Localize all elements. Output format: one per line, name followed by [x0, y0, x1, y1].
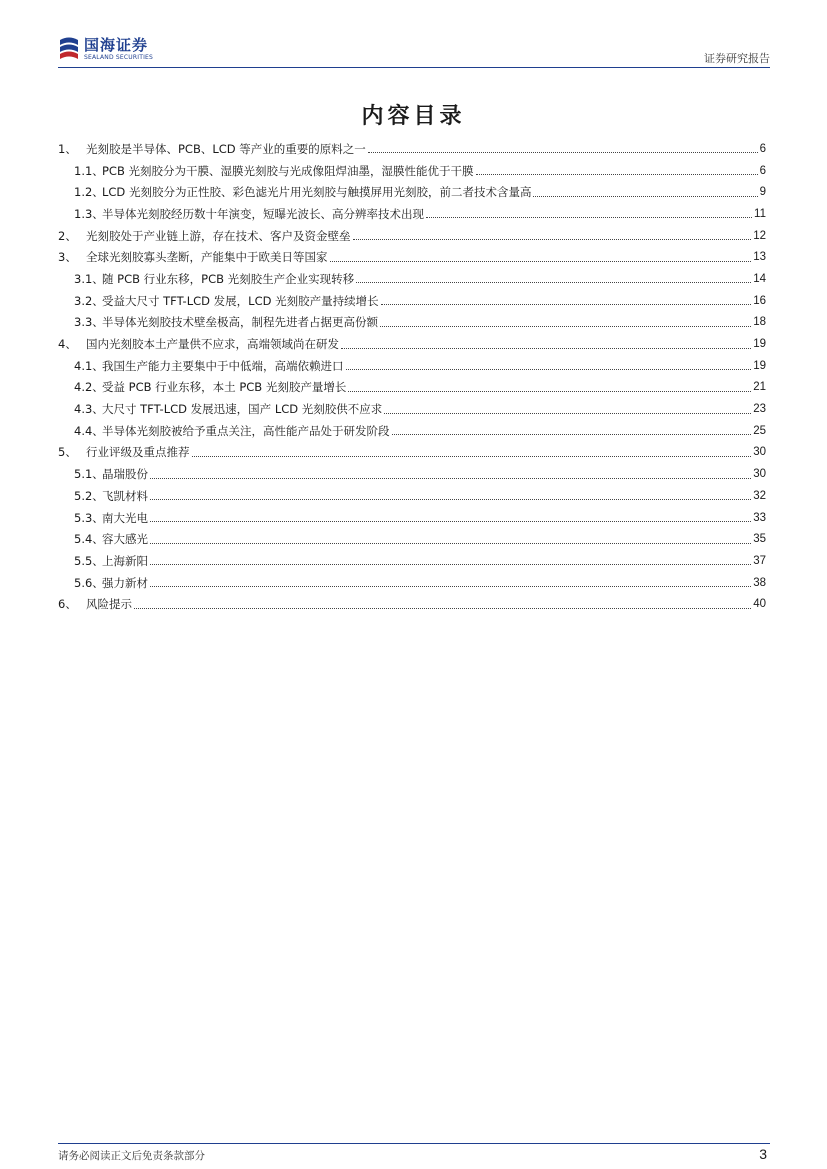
toc-entry[interactable]: [58, 572, 766, 594]
toc-entry[interactable]: [58, 485, 766, 507]
toc-entry-page: 9: [759, 186, 766, 199]
toc-entry[interactable]: [58, 181, 766, 203]
toc-entry-label: 国内光刻胶本土产量供不应求，高端领域尚在研发: [86, 337, 339, 352]
toc-entry-number: 5.1、: [74, 467, 104, 482]
toc-dot-leader: [533, 196, 757, 197]
toc-entry-page: 6: [759, 142, 766, 155]
toc-entry-number: 2、: [58, 228, 77, 243]
toc-entry-page: 12: [753, 229, 766, 242]
logo-english-name: SEALAND SECURITIES: [84, 53, 154, 61]
toc-entry-label: 半导体光刻胶经历数十年演变，短曝光波长、高分辨率技术出现: [102, 206, 424, 221]
toc-entry-page: 38: [753, 576, 766, 589]
toc-entry-page: 18: [753, 316, 766, 329]
toc-entry[interactable]: [58, 138, 766, 160]
toc-dot-leader: [368, 152, 758, 153]
toc-entry[interactable]: [58, 268, 766, 290]
toc-entry-number: 4、: [58, 337, 77, 352]
sealand-logo-icon: [58, 36, 80, 62]
toc-entry-page: 14: [753, 272, 766, 285]
toc-dot-leader: [476, 174, 758, 175]
toc-entry-page: 40: [753, 598, 766, 611]
toc-dot-leader: [192, 456, 752, 457]
toc-entry-number: 4.3、: [74, 402, 104, 417]
company-logo: [58, 34, 153, 64]
toc-entry-page: 33: [753, 511, 766, 524]
toc-entry-page: 6: [759, 164, 766, 177]
toc-entry-number: 1、: [58, 141, 77, 156]
toc-dot-leader: [346, 369, 752, 370]
toc-entry-label: 晶瑞股份: [102, 467, 148, 482]
toc-dot-leader: [150, 499, 751, 500]
header-divider: [58, 67, 770, 68]
toc-dot-leader: [330, 261, 752, 262]
toc-entry-number: 5.3、: [74, 510, 104, 525]
toc-entry-label: 全球光刻胶寡头垄断，产能集中于欧美日等国家: [86, 250, 328, 265]
toc-entry-page: 16: [753, 294, 766, 307]
toc-entry[interactable]: [58, 463, 766, 485]
toc-entry[interactable]: [58, 550, 766, 572]
toc-dot-leader: [150, 521, 751, 522]
toc-dot-leader: [392, 434, 752, 435]
toc-entry[interactable]: [58, 398, 766, 420]
toc-title: 内容目录: [361, 103, 466, 129]
toc-entry-number: 4.1、: [74, 358, 104, 373]
toc-entry-label: PCB 光刻胶分为干膜、湿膜光刻胶与光成像阻焊油墨，湿膜性能优于干膜: [102, 163, 474, 178]
toc-entry-label: 大尺寸 TFT-LCD 发展迅速，国产 LCD 光刻胶供不应求: [102, 402, 383, 417]
toc-entry[interactable]: [58, 593, 766, 615]
toc-entry-page: 30: [753, 468, 766, 481]
toc-entry-number: 5.6、: [74, 575, 104, 590]
toc-entry-label: 风险提示: [86, 597, 132, 612]
toc-entry-label: 上海新阳: [102, 553, 148, 568]
toc-entry[interactable]: [58, 290, 766, 312]
toc-entry-number: 3.2、: [74, 293, 104, 308]
toc-entry[interactable]: [58, 246, 766, 268]
toc-entry-number: 5.5、: [74, 553, 104, 568]
toc-entry-label: 随 PCB 行业东移，PCB 光刻胶生产企业实现转移: [102, 271, 355, 286]
report-type-label: 证券研究报告: [704, 52, 770, 65]
toc-entry[interactable]: [58, 225, 766, 247]
toc-entry-page: 21: [753, 381, 766, 394]
toc-dot-leader: [150, 543, 751, 544]
toc-entry-label: 行业评级及重点推荐: [86, 445, 190, 460]
page-header: [58, 34, 770, 68]
toc-entry-number: 5.2、: [74, 488, 104, 503]
toc-entry-number: 3.3、: [74, 315, 104, 330]
toc-entry-number: 4.4、: [74, 423, 104, 438]
toc-entry-number: 5.4、: [74, 532, 104, 547]
toc-entry[interactable]: [58, 160, 766, 182]
toc-entry-label: 容大感光: [102, 532, 148, 547]
toc-entry-page: 19: [753, 359, 766, 372]
toc-entry-label: 半导体光刻胶技术壁垒极高，制程先进者占据更高份额: [102, 315, 378, 330]
toc-entry-label: 飞凯材料: [102, 488, 148, 503]
toc-entry-page: 35: [753, 533, 766, 546]
toc-entry[interactable]: [58, 528, 766, 550]
toc-entry-number: 5、: [58, 445, 77, 460]
toc-entry-page: 25: [753, 424, 766, 437]
toc-entry[interactable]: [58, 203, 766, 225]
toc-entry[interactable]: [58, 507, 766, 529]
toc-entry-label: 半导体光刻胶被给予重点关注，高性能产品处于研发阶段: [102, 423, 390, 438]
toc-entry-number: 4.2、: [74, 380, 104, 395]
toc-dot-leader: [356, 282, 751, 283]
toc-entry-page: 32: [753, 489, 766, 502]
toc-entry-number: 1.2、: [74, 185, 104, 200]
toc-entry-label: 我国生产能力主要集中于中低端，高端依赖进口: [102, 358, 344, 373]
toc-entry-label: 光刻胶是半导体、PCB、LCD 等产业的重要的原料之一: [86, 141, 366, 156]
toc-entry-page: 30: [753, 446, 766, 459]
toc-entry[interactable]: [58, 333, 766, 355]
toc-entry-label: 光刻胶处于产业链上游，存在技术、客户及资金壁垒: [86, 228, 351, 243]
toc-dot-leader: [150, 478, 751, 479]
toc-dot-leader: [381, 304, 752, 305]
toc-entry-number: 1.3、: [74, 206, 104, 221]
disclaimer-note: 请务必阅读正文后免责条款部分: [58, 1150, 205, 1162]
toc-entry-number: 1.1、: [74, 163, 104, 178]
toc-entry-page: 11: [754, 207, 766, 220]
toc-entry[interactable]: [58, 442, 766, 464]
toc-entry-label: LCD 光刻胶分为正性胶、彩色滤光片用光刻胶与触摸屏用光刻胶，前二者技术含量高: [102, 185, 532, 200]
toc-entry-page: 37: [753, 554, 766, 567]
toc-entry[interactable]: [58, 420, 766, 442]
toc-entry-label: 受益大尺寸 TFT-LCD 发展，LCD 光刻胶产量持续增长: [102, 293, 379, 308]
toc-entry-label: 南大光电: [102, 510, 148, 525]
toc-dot-leader: [150, 586, 751, 587]
toc-dot-leader: [150, 564, 751, 565]
toc-entry[interactable]: [58, 377, 766, 399]
toc-entry-number: 3、: [58, 250, 77, 265]
toc-entry-page: 13: [753, 251, 766, 264]
toc-entry-label: 受益 PCB 行业东移，本土 PCB 光刻胶产量增长: [102, 380, 347, 395]
page-number: 3: [759, 1146, 767, 1162]
footer-divider: [58, 1143, 770, 1144]
toc-entry[interactable]: [58, 355, 766, 377]
toc-dot-leader: [426, 217, 752, 218]
toc-entry[interactable]: [58, 312, 766, 334]
toc-dot-leader: [134, 608, 751, 609]
toc-dot-leader: [341, 348, 751, 349]
toc-dot-leader: [348, 391, 751, 392]
toc-entry-number: 3.1、: [74, 271, 104, 286]
table-of-contents: [58, 138, 766, 615]
toc-dot-leader: [353, 239, 752, 240]
toc-dot-leader: [380, 326, 751, 327]
toc-entry-label: 强力新材: [102, 575, 148, 590]
toc-entry-number: 6、: [58, 597, 77, 612]
logo-chinese-name: 国海证券: [84, 35, 149, 54]
toc-dot-leader: [384, 413, 751, 414]
toc-entry-page: 19: [753, 338, 766, 351]
toc-entry-page: 23: [753, 403, 766, 416]
